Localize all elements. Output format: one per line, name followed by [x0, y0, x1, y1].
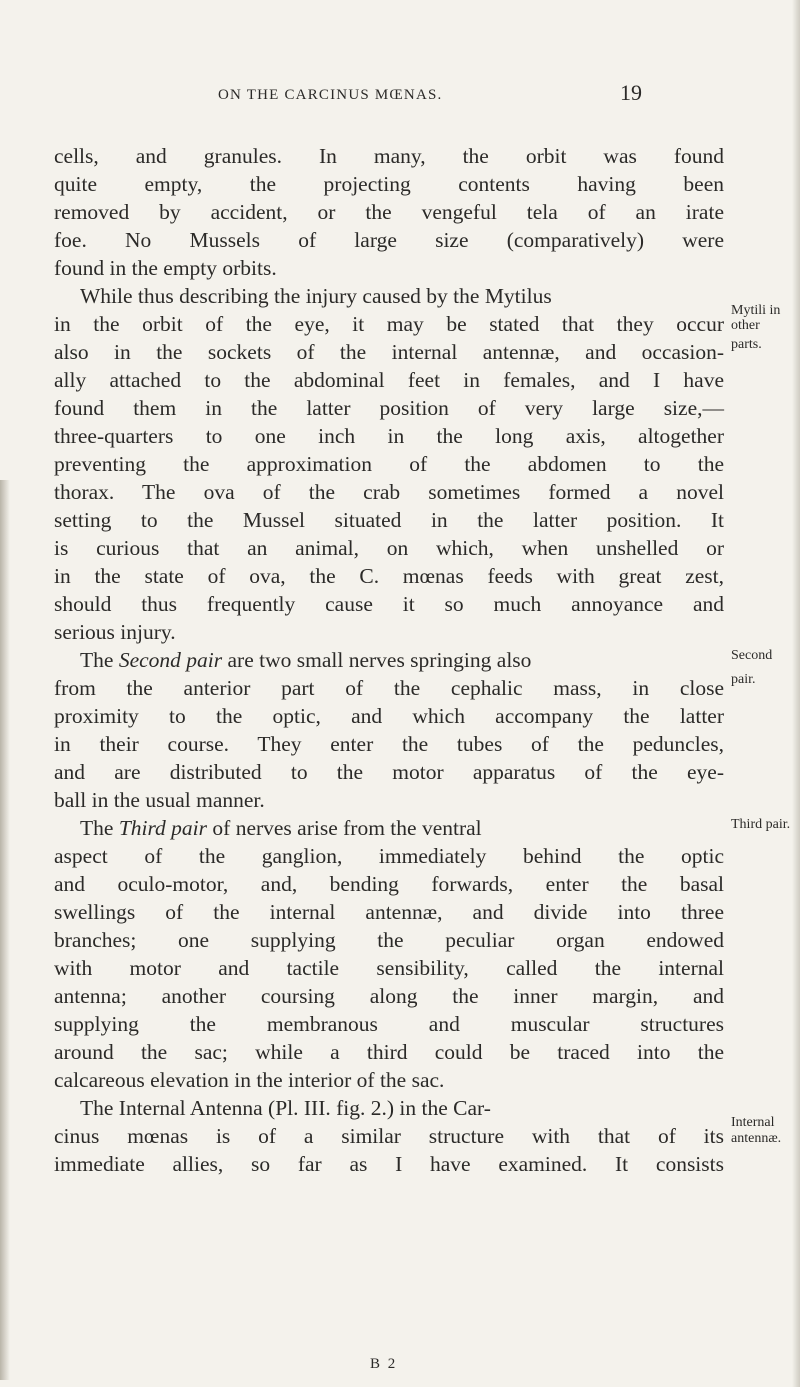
- inline-word: The: [80, 816, 114, 840]
- body-line: should thus frequently cause it so much annoyance and: [54, 592, 724, 616]
- body-line: found in the empty orbits.: [54, 256, 277, 280]
- body-line: setting to the Mussel situated in the latter position. It: [54, 508, 724, 532]
- inline-italic-term: Second pair: [118, 648, 223, 672]
- body-line: found them in the latter position of very large size,—: [54, 396, 724, 420]
- paragraph-third-pair-opening: [80, 814, 482, 842]
- margin-note-second-line2: pair.: [731, 672, 756, 687]
- body-line: removed by accident, or the vengeful tela of an irate: [54, 200, 724, 224]
- body-line: swellings of the internal antennæ, and divide into three: [54, 900, 724, 924]
- body-line: serious injury.: [54, 620, 176, 644]
- body-line: in the state of ova, the C. mœnas feeds with great zest,: [54, 564, 724, 588]
- body-line: ally attached to the abdominal feet in females, and I have: [54, 368, 724, 392]
- body-line: antenna; another coursing along the inner margin, and: [54, 984, 724, 1008]
- body-line: calcareous elevation in the interior of the sac.: [54, 1068, 445, 1092]
- body-line: three-quarters to one inch in the long axis, altogether: [54, 424, 724, 448]
- signature-mark: B 2: [370, 1356, 398, 1372]
- page-number: 19: [620, 80, 642, 105]
- body-line: in the orbit of the eye, it may be stated that they occur: [54, 312, 724, 336]
- body-line: immediate allies, so far as I have examined. It consists: [54, 1152, 724, 1176]
- margin-note-mytili-line2: other: [731, 318, 760, 333]
- body-line: branches; one supplying the peculiar organ endowed: [54, 928, 724, 952]
- body-line: ball in the usual manner.: [54, 788, 265, 812]
- body-line: around the sac; while a third could be traced into the: [54, 1040, 724, 1064]
- body-line: cells, and granules. In many, the orbit was found: [54, 144, 724, 168]
- body-line: While thus describing the injury caused by the Mytilus: [80, 284, 552, 308]
- inline-text: are two small nerves springing also: [227, 648, 532, 672]
- body-line: and oculo-motor, and, bending forwards, enter the basal: [54, 872, 724, 896]
- inline-word: The: [80, 648, 114, 672]
- body-line: foe. No Mussels of large size (comparatively) were: [54, 228, 724, 252]
- body-line: cinus mœnas is of a similar structure with that of its: [54, 1124, 724, 1148]
- page-edge-shadow-right: [792, 0, 800, 1387]
- body-line: from the anterior part of the cephalic mass, in close: [54, 676, 724, 700]
- body-line: also in the sockets of the internal antennæ, and occasion-: [54, 340, 724, 364]
- margin-note-internal-line2: antennæ.: [731, 1131, 782, 1146]
- margin-note-second-line1: Second: [731, 648, 773, 663]
- body-line: and are distributed to the motor apparatus of the eye-: [54, 760, 724, 784]
- inline-text: of nerves arise from the ventral: [212, 816, 482, 840]
- body-line: The Internal Antenna (Pl. III. fig. 2.) in the Car-: [80, 1096, 491, 1120]
- body-line: aspect of the ganglion, immediately behind the optic: [54, 844, 724, 868]
- body-line: preventing the approximation of the abdomen to the: [54, 452, 724, 476]
- paragraph-second-pair-opening: [80, 646, 531, 674]
- body-line: supplying the membranous and muscular structures: [54, 1012, 724, 1036]
- body-line: quite empty, the projecting contents having been: [54, 172, 724, 196]
- margin-note-third-pair: Third pair.: [731, 817, 791, 832]
- margin-note-internal-line1: Internal: [731, 1115, 775, 1130]
- body-line: proximity to the optic, and which accompany the latter: [54, 704, 724, 728]
- running-head: ON THE CARCINUS MŒNAS.: [218, 87, 443, 103]
- page-edge-shadow-left: [0, 480, 10, 1380]
- body-line: in their course. They enter the tubes of the peduncles,: [54, 732, 724, 756]
- margin-note-mytili-line1: Mytili in: [731, 303, 781, 318]
- body-line: is curious that an animal, on which, when unshelled or: [54, 536, 724, 560]
- margin-note-mytili-line3: parts.: [731, 337, 762, 352]
- body-line: thorax. The ova of the crab sometimes formed a novel: [54, 480, 724, 504]
- body-line: with motor and tactile sensibility, called the internal: [54, 956, 724, 980]
- inline-italic-term: Third pair: [118, 816, 208, 840]
